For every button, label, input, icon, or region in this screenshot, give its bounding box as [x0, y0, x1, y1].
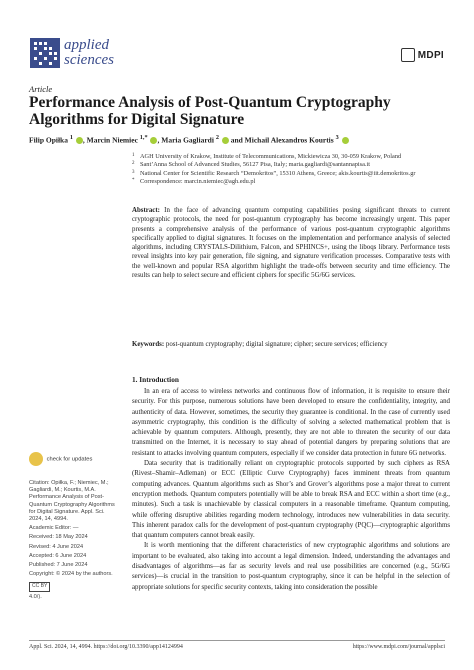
affiliation-text: National Center for Scientific Research “Demokritos”, 15310 Athens, Greece; akis.kourtis@iit.demokritos.gr — [140, 169, 416, 177]
keywords-text: post-quantum cryptography; digital signature; cipher; secure services; efficiency — [165, 341, 388, 348]
license-badge-icon[interactable]: CC BY — [29, 582, 50, 591]
abstract-text: In the face of advancing quantum computing capabilities posing significant threats to current cryptographic protocols, the need for post-quantum cryptography has become increasingly urgent. This paper presents a comprehensive analysis of the performance of various post-quantum cryptographic algorithms specifically applied to digital signatures. It focuses on the implementation and performance analysis of selected algorithms, including CRYSTALS-Dilithium, Falcon, and SPHINCS+, using the liboqs library. Performance tests reveal insights into key pair generation, file signing, and signature verification processes. Comparative tests with the well-known and popular RSA algorithm highlight the trade-offs between security and time efficiency. The results can help to select secure and efficient ciphers for specific 5G/6G services. — [132, 207, 450, 280]
author-name: Filip Opiłka — [29, 135, 68, 145]
journal-logo-icon — [30, 38, 60, 68]
orcid-icon[interactable] — [222, 137, 229, 144]
affiliation-sup: * — [132, 178, 135, 184]
body-text — [132, 387, 450, 593]
mdpi-logo-icon — [401, 48, 415, 62]
author-affiliation-sup: 2 — [215, 134, 219, 141]
check-updates-icon — [29, 452, 43, 466]
author-name: Marcin Niemiec — [86, 135, 138, 145]
paragraph: It is worth mentioning that the different characteristics of new cryptographic algorithms and solutions are important to be evaluated, also taking into account a legal dimension. Indeed, understanding the advantages and disadvantages of algorithms—as far as security levels and real use possibilities are concerned (e.g., 5G/6G services)—is crucial in the transition to post-quantum cryptography, since it can be helpful in the selection of appropriate solutions for specific security contexts, taking into consideration the possible — [132, 542, 450, 591]
paragraph: Data security that is traditionally reliant on cryptographic protocols supported by such ciphers as RSA (Rivest–Shamir–Adleman) or ECC (Elliptic Curve Cryptography) faces imminent threats from quantum computing advances. Quantum algorithms such as Shor’s and Grover’s algorithms pose a major threat to current encryption methods. Quantum computers potentially will be able to break RSA and ECC within a short time (e.g., minutes). Such a task is unachievable by classical computers in a reasonable timeframe. Quantum computing, while offering disruptive abilities regarding modern technology, introduces new vulnerabilities in data security. This inherent paradox calls for the development of post-quantum cryptography (PQC)—cryptographic algorithms that quantum computers cannot break easily. — [132, 460, 450, 540]
received-date: Received: 18 May 2024 — [29, 534, 88, 541]
publisher-name: MDPI — [417, 49, 444, 61]
journal-name — [64, 38, 114, 68]
affiliation-sup: 2 — [132, 161, 135, 167]
affiliation-text: Sant’Anna School of Advanced Studies, 56127 Pisa, Italy; maria.gagliardi@santannapisa.it — [140, 161, 370, 169]
author-list: Filip Opiłka $^1$ , Marcin Niemiec $^{1,*}$ , Maria Gagliardi $^2$ and Michail Alexandros Kourtis $^3$ — [29, 134, 459, 145]
copyright: Copyright: © 2024 by the authors. — [29, 571, 113, 578]
authors-conjunction: and — [230, 135, 243, 145]
article-type: Article — [29, 84, 53, 94]
footer-citation-doi[interactable]: Appl. Sci. 2024, 14, 4994. https://doi.org/10.3390/app14124994 — [29, 644, 183, 650]
author-affiliation-sup: 1,* — [139, 134, 148, 141]
affiliation-item — [132, 153, 452, 161]
revised-date: Revised: 4 June 2024 — [29, 543, 84, 550]
license-version: 4.0/). — [29, 593, 42, 600]
publisher-logo — [401, 46, 444, 64]
affiliation-sup: 3 — [132, 169, 135, 175]
section-heading: 1. Introduction — [132, 375, 179, 384]
article-info-sidebar — [29, 480, 119, 603]
abstract — [132, 206, 450, 280]
accepted-date: Accepted: 6 June 2024 — [29, 552, 87, 559]
author-name: Maria Gagliardi — [161, 135, 214, 145]
check-updates-button[interactable] — [29, 452, 119, 466]
footer-journal-link[interactable]: https://www.mdpi.com/journal/applsci — [352, 644, 445, 650]
abstract-label: Abstract: — [132, 207, 160, 214]
orcid-icon[interactable] — [342, 137, 349, 144]
journal-name-line2: sciences — [64, 52, 114, 68]
affiliation-text: AGH University of Krakow, Institute of Telecommunications, Mickiewicza 30, 30-059 Krakow, Poland — [140, 153, 402, 160]
orcid-icon[interactable] — [76, 137, 83, 144]
keywords — [132, 340, 450, 349]
correspondence-text[interactable]: Correspondence: marcin.niemiec@agh.edu.pl — [140, 178, 256, 186]
correspondence — [132, 178, 452, 186]
affiliation-item — [132, 161, 452, 169]
paragraph: In an era of access to wireless networks and continuous flow of information, it is requisite to ensure their security. For this purpose, numerous solutions have been developed to ensure the confidentiality, integrity, and authenticity of data. However, sometimes, the security they guarantee is conditional. In the case of currently used asymmetric cryptography, this condition is the difficulty of solving a selected mathematical problem that is achievable by quantum computers. Although, presently, they are not able to threaten the security of our data transmitted on the Internet, it is necessary to stay ahead of potential dangers by preparing solutions that are resistant to attacks involving quantum computers, especially if we consider data protection in future 6G networks. — [132, 388, 450, 457]
citation: Citation: Opiłka, F.; Niemiec, M.; Gagliardi, M.; Kourtis, M.A. Performance Analysis of Post-Quantum Cryptography Algorithms for Digital Signature. Appl. Sci. 2024, 14, 4994. — [29, 480, 115, 523]
keywords-label: Keywords: — [132, 341, 165, 348]
paper-title: Performance Analysis of Post-Quantum Cryptography Algorithms for Digital Signature — [29, 94, 391, 128]
footer-divider — [29, 640, 445, 641]
affiliation-item — [132, 170, 452, 178]
affiliation-sup: 1 — [132, 153, 135, 158]
journal-name-line1: applied — [64, 37, 109, 53]
author-affiliation-sup: 3 — [335, 134, 339, 141]
published-date: Published: 7 June 2024 — [29, 562, 88, 569]
author-name: Michail Alexandros Kourtis — [244, 135, 334, 145]
affiliations — [132, 153, 452, 187]
orcid-icon[interactable] — [150, 137, 157, 144]
check-updates-label: check for updates — [46, 456, 93, 463]
academic-editor: Academic Editor: — — [29, 525, 79, 532]
author-affiliation-sup: 1 — [69, 134, 73, 141]
